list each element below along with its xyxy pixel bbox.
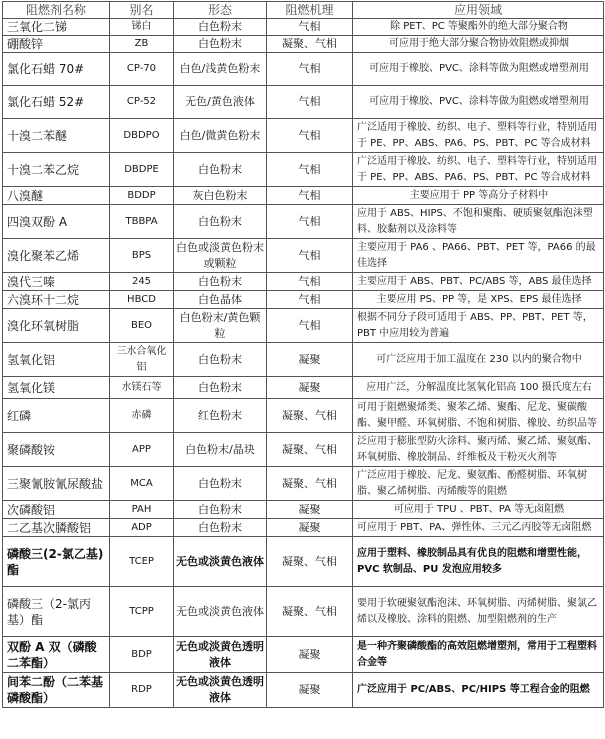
table-header-row [3, 2, 604, 19]
alias-cell: PAH [110, 501, 174, 519]
application-cell: 要用于软硬聚氨酯泡沫、环氧树脂、丙烯树脂、聚氯乙烯以及橡胶、涂料的阻燃、加型阻燃剂的生产 [353, 587, 604, 637]
flame-retardant-name: 氯化石蜡 52# [3, 86, 110, 119]
form-cell: 灰白色粉末 [174, 187, 267, 205]
alias-cell: TBBPA [110, 205, 174, 239]
mechanism-cell: 凝聚 [267, 673, 353, 708]
mechanism-cell: 凝聚、气相 [267, 433, 353, 467]
table-row [3, 501, 604, 519]
mechanism-cell: 气相 [267, 19, 353, 36]
table-row [3, 587, 604, 637]
alias-cell: DBDPO [110, 119, 174, 153]
mechanism-cell: 气相 [267, 86, 353, 119]
application-cell: 主要应用于 ABS、PBT、PC/ABS 等，ABS 最佳选择 [353, 273, 604, 291]
alias-cell: CP-70 [110, 53, 174, 86]
alias-cell: DBDPE [110, 153, 174, 187]
flame-retardant-name: 二乙基次膦酸铝 [3, 519, 110, 537]
form-cell: 无色或淡黄色液体 [174, 537, 267, 587]
alias-cell: BEO [110, 309, 174, 343]
flame-retardant-name: 磷酸三(2-氯乙基)酯 [3, 537, 110, 587]
form-cell: 白色粉末 [174, 501, 267, 519]
table-row [3, 153, 604, 187]
form-cell: 白色粉末 [174, 343, 267, 377]
mechanism-cell: 凝聚、气相 [267, 537, 353, 587]
application-cell: 广泛适用于橡胶、纺织、电子、塑料等行业，特别适用于 PE、PP、ABS、PA6、PS、PBT、PC 等合成材料 [353, 153, 604, 187]
application-cell: 除 PET、PC 等聚酯外的绝大部分聚合物 [353, 19, 604, 36]
alias-cell: TCPP [110, 587, 174, 637]
form-cell: 白色粉末 [174, 19, 267, 36]
table-row [3, 309, 604, 343]
alias-cell: MCA [110, 467, 174, 501]
application-cell: 可应用于橡胶、PVC、涂料等做为阻燃或增塑剂用 [353, 53, 604, 86]
mechanism-cell: 凝聚 [267, 343, 353, 377]
mechanism-cell: 气相 [267, 273, 353, 291]
flame-retardant-name: 氢氧化铝 [3, 343, 110, 377]
flame-retardant-name: 红磷 [3, 399, 110, 433]
form-cell: 白色/微黄色粉末 [174, 119, 267, 153]
mechanism-cell: 气相 [267, 239, 353, 273]
application-cell: 应用广泛，分解温度比氢氧化铝高 100 摄氏度左右 [353, 377, 604, 399]
table-row [3, 433, 604, 467]
flame-retardant-name: 氢氧化镁 [3, 377, 110, 399]
application-cell: 可应用于绝大部分聚合物协效阻燃或抑烟 [353, 36, 604, 53]
table-row [3, 673, 604, 708]
application-cell: 广泛应用于 PC/ABS、PC/HIPS 等工程合金的阻燃 [353, 673, 604, 708]
alias-cell: 赤磷 [110, 399, 174, 433]
mechanism-cell: 凝聚、气相 [267, 467, 353, 501]
mechanism-cell: 气相 [267, 291, 353, 309]
alias-cell: APP [110, 433, 174, 467]
flame-retardant-name: 溴化环氧树脂 [3, 309, 110, 343]
form-cell: 白色粉末 [174, 467, 267, 501]
header-alias: 别名 [110, 2, 174, 19]
table-row [3, 36, 604, 53]
table-row [3, 467, 604, 501]
alias-cell: CP-52 [110, 86, 174, 119]
mechanism-cell: 气相 [267, 153, 353, 187]
application-cell: 广泛应用于橡胶、尼龙、聚氨酯、酚醛树脂、环氧树脂、聚乙烯树脂、丙烯酸等的阻燃 [353, 467, 604, 501]
header-mechanism: 阻燃机理 [267, 2, 353, 19]
flame-retardant-name: 磷酸三（2-氯丙基）酯 [3, 587, 110, 637]
mechanism-cell: 凝聚 [267, 501, 353, 519]
alias-cell: BDP [110, 637, 174, 673]
table-row [3, 119, 604, 153]
mechanism-cell: 凝聚、气相 [267, 36, 353, 53]
application-cell: 主要应用于 PA6 、PA66、PBT、PET 等，PA66 的最佳选择 [353, 239, 604, 273]
table-row [3, 53, 604, 86]
application-cell: 可应用于橡胶、PVC、涂料等做为阻燃或增塑剂用 [353, 86, 604, 119]
alias-cell: 水镁石等 [110, 377, 174, 399]
mechanism-cell: 气相 [267, 187, 353, 205]
alias-cell: HBCD [110, 291, 174, 309]
form-cell: 白色粉末/晶块 [174, 433, 267, 467]
alias-cell: BDDP [110, 187, 174, 205]
flame-retardant-name: 四溴双酚 A [3, 205, 110, 239]
form-cell: 红色粉末 [174, 399, 267, 433]
alias-cell: ZB [110, 36, 174, 53]
flame-retardant-name: 三聚氰胺氰尿酸盐 [3, 467, 110, 501]
application-cell: 应用于 ABS、HIPS、不饱和聚酯、硬质聚氨酯泡沫塑料、胶黏剂以及涂料等 [353, 205, 604, 239]
form-cell: 白色粉末/黄色颗粒 [174, 309, 267, 343]
form-cell: 无色或淡黄色透明液体 [174, 637, 267, 673]
alias-cell: BPS [110, 239, 174, 273]
application-cell: 可用于阻燃聚烯类、聚苯乙烯、聚酯、尼龙、聚碳酸酯、聚甲醛、环氧树脂、不饱和树脂、橡胶、纺织品等 [353, 399, 604, 433]
table-row [3, 187, 604, 205]
application-cell: 根据不同分子段可适用于 ABS、PP、PBT、PET 等，PBT 中应用较为普遍 [353, 309, 604, 343]
alias-cell: 245 [110, 273, 174, 291]
mechanism-cell: 凝聚 [267, 377, 353, 399]
mechanism-cell: 气相 [267, 119, 353, 153]
application-cell: 可应用于 PBT、PA、弹性体、三元乙丙胶等无卤阻燃 [353, 519, 604, 537]
form-cell: 无色/黄色液体 [174, 86, 267, 119]
flame-retardant-name: 次磷酸铝 [3, 501, 110, 519]
flame-retardant-name: 六溴环十二烷 [3, 291, 110, 309]
application-cell: 主要应用 PS、PP 等，是 XPS、EPS 最佳选择 [353, 291, 604, 309]
form-cell: 白色粉末 [174, 153, 267, 187]
form-cell: 无色或淡黄色透明液体 [174, 673, 267, 708]
flame-retardant-name: 间苯二酚（二苯基磷酸酯） [3, 673, 110, 708]
application-cell: 泛应用于膨胀型防火涂料、聚丙烯、聚乙烯、聚氨酯、环氧树脂、橡胶制品、纤维板及干粉灭火剂等 [353, 433, 604, 467]
flame-retardant-name: 八溴醚 [3, 187, 110, 205]
application-cell: 应用于塑料、橡胶制品具有优良的阻燃和增塑性能，PVC 软制品、PU 发泡应用较多 [353, 537, 604, 587]
flame-retardant-name: 硼酸锌 [3, 36, 110, 53]
application-cell: 可应用于 TPU 、PBT、PA 等无卤阻燃 [353, 501, 604, 519]
form-cell: 白色/浅黄色粉末 [174, 53, 267, 86]
alias-cell: ADP [110, 519, 174, 537]
table-row [3, 19, 604, 36]
mechanism-cell: 气相 [267, 309, 353, 343]
mechanism-cell: 凝聚 [267, 519, 353, 537]
flame-retardant-name: 聚磷酸铵 [3, 433, 110, 467]
alias-cell: 锑白 [110, 19, 174, 36]
mechanism-cell: 凝聚、气相 [267, 399, 353, 433]
application-cell: 主要应用于 PP 等高分子材料中 [353, 187, 604, 205]
form-cell: 白色粉末 [174, 377, 267, 399]
flame-retardant-name: 氯化石蜡 70# [3, 53, 110, 86]
alias-cell: RDP [110, 673, 174, 708]
mechanism-cell: 凝聚 [267, 637, 353, 673]
table-row [3, 637, 604, 673]
table-row [3, 377, 604, 399]
application-cell: 广泛适用于橡胶、纺织、电子、塑料等行业，特别适用于 PE、PP、ABS、PA6、PS、PBT、PC 等合成材料 [353, 119, 604, 153]
header-name: 阻燃剂名称 [3, 2, 110, 19]
form-cell: 白色或淡黄色粉末或颗粒 [174, 239, 267, 273]
form-cell: 白色粉末 [174, 519, 267, 537]
form-cell: 无色或淡黄色液体 [174, 587, 267, 637]
table-row [3, 291, 604, 309]
alias-cell: TCEP [110, 537, 174, 587]
flame-retardant-name: 十溴二苯乙烷 [3, 153, 110, 187]
table-row [3, 519, 604, 537]
mechanism-cell: 气相 [267, 205, 353, 239]
table-row [3, 273, 604, 291]
table-row [3, 343, 604, 377]
form-cell: 白色粉末 [174, 36, 267, 53]
flame-retardant-name: 十溴二苯醚 [3, 119, 110, 153]
table-row [3, 537, 604, 587]
flame-retardant-table [2, 1, 604, 708]
alias-cell: 三水合氧化铝 [110, 343, 174, 377]
flame-retardant-name: 溴化聚苯乙烯 [3, 239, 110, 273]
form-cell: 白色粉末 [174, 273, 267, 291]
application-cell: 是一种齐聚磷酸酯的高效阻燃增塑剂，常用于工程塑料合金等 [353, 637, 604, 673]
flame-retardant-name: 双酚 A 双（磷酸二苯酯） [3, 637, 110, 673]
table-body [3, 19, 604, 708]
form-cell: 白色晶体 [174, 291, 267, 309]
table-row [3, 399, 604, 433]
flame-retardant-name: 三氧化二锑 [3, 19, 110, 36]
header-form: 形态 [174, 2, 267, 19]
header-application: 应用领域 [353, 2, 604, 19]
form-cell: 白色粉末 [174, 205, 267, 239]
mechanism-cell: 气相 [267, 53, 353, 86]
application-cell: 可广泛应用于加工温度在 230 以内的聚合物中 [353, 343, 604, 377]
table-row [3, 86, 604, 119]
table-row [3, 205, 604, 239]
mechanism-cell: 凝聚、气相 [267, 587, 353, 637]
flame-retardant-name: 溴代三嗪 [3, 273, 110, 291]
table-row [3, 239, 604, 273]
